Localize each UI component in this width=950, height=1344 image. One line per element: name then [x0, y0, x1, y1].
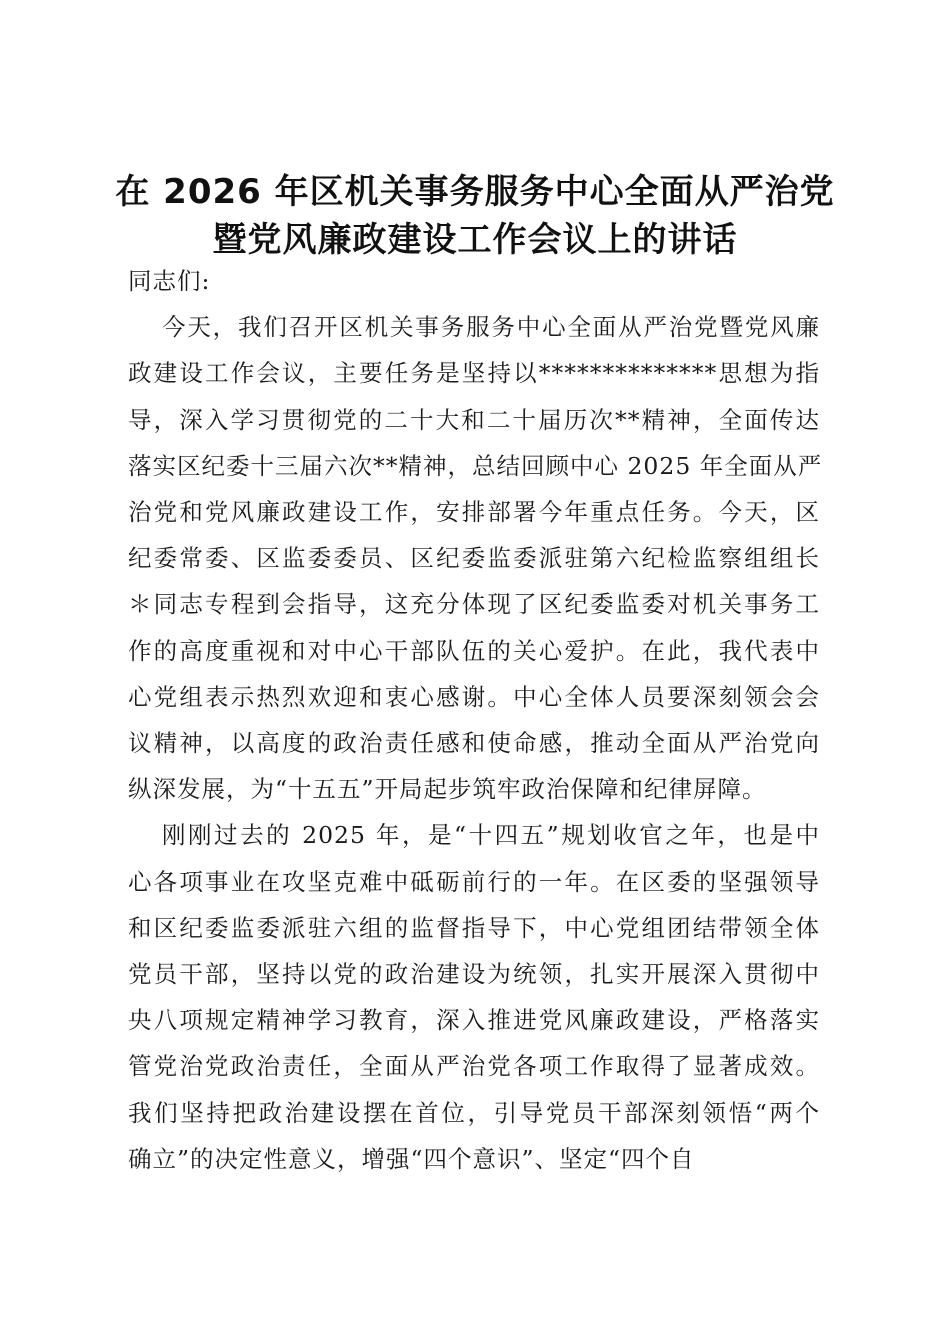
paragraph-line: 作的高度重视和对中心干部队伍的关心爱护。在此，我代表中: [128, 636, 820, 665]
paragraph-line: 刚刚过去的 2025 年，是“十四五”规划收官之年，也是中: [162, 821, 820, 850]
title-line-2: 暨党风廉政建设工作会议上的讲话: [212, 220, 738, 260]
paragraph-line: 党员干部，坚持以党的政治建设为统领，扎实开展深入贯彻中: [128, 960, 820, 989]
paragraph-1: [128, 304, 823, 812]
paragraph-line: 纪委常委、区监委委员、区纪委监委派驻第六纪检监察组组长: [128, 544, 820, 573]
paragraph-line: 心党组表示热烈欢迎和衷心感谢。中心全体人员要深刻领会会: [128, 682, 820, 711]
paragraph-2: [128, 812, 820, 1182]
document-body: [128, 258, 823, 1182]
paragraph-line: 议精神，以高度的政治责任感和使命感，推动全面从严治党向: [128, 729, 820, 758]
title-line-1: 在 2026 年区机关事务服务中心全面从严治党: [115, 172, 835, 212]
paragraph-line: 治党和党风廉政建设工作，安排部署今年重点任务。今天，区: [128, 498, 820, 527]
paragraph-line: 管党治党政治责任，全面从严治党各项工作取得了显著成效。: [128, 1052, 820, 1081]
paragraph-line: 导，深入学习贯彻党的二十大和二十届历次**精神，全面传达: [128, 405, 820, 434]
paragraph-line: 确立”的决定性意义，增强“四个意识”、坚定“四个自: [128, 1144, 695, 1173]
paragraph-line: 央八项规定精神学习教育，深入推进党风廉政建设，严格落实: [128, 1006, 820, 1035]
paragraph-line: 心各项事业在攻坚克难中砥砺前行的一年。在区委的坚强领导: [128, 867, 820, 896]
paragraph-line: 和区纪委监委派驻六组的监督指导下，中心党组团结带领全体: [128, 913, 820, 942]
paragraph-line: 我们坚持把政治建设摆在首位，引导党员干部深刻领悟“两个: [128, 1098, 820, 1127]
paragraph-line: 落实区纪委十三届六次**精神，总结回顾中心 2025 年全面从严: [128, 451, 823, 480]
paragraph-line: 政建设工作会议，主要任务是坚持以**************思想为指: [128, 359, 820, 388]
paragraph-line: 今天，我们召开区机关事务服务中心全面从严治党暨党风廉: [162, 313, 820, 342]
salutation: 同志们:: [128, 267, 211, 295]
paragraph-line: 纵深发展，为“十五五”开局起步筑牢政治保障和纪律屏障。: [128, 775, 767, 804]
document-title: [100, 168, 850, 264]
paragraph-line: ＊同志专程到会指导，这充分体现了区纪委监委对机关事务工: [128, 590, 820, 619]
